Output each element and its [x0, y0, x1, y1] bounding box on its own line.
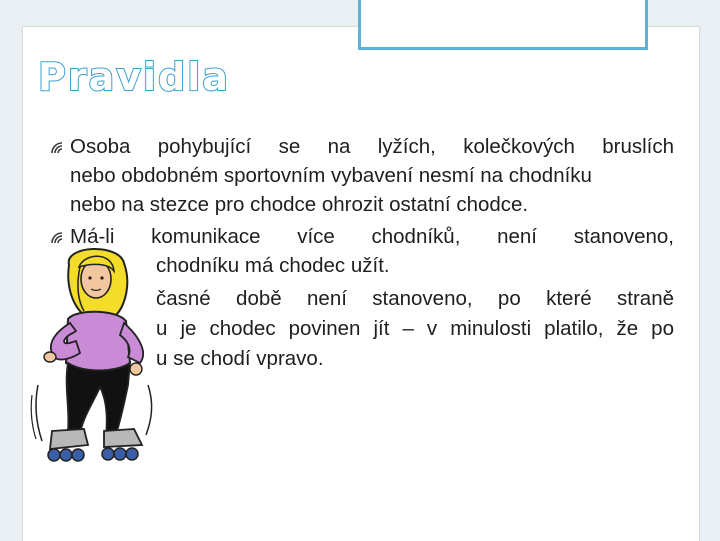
- bullet-1-line-2: nebo obdobném sportovním vybavení nesmí na chodníku: [70, 164, 592, 187]
- bullet-2-line-5: u se chodí vpravo.: [156, 347, 324, 370]
- bullet-2-line-3: časné době není stanoveno, po které straně: [156, 287, 674, 310]
- bullet-2-line-2: chodníku má chodec užít.: [156, 254, 390, 277]
- wifi-bullet-icon: [50, 141, 64, 155]
- slide-title: Pravidla: [38, 55, 230, 99]
- wifi-bullet-icon: [50, 231, 64, 245]
- bullet-1-line-1: Osoba pohybující se na lyžích, kolečkových bruslích: [70, 135, 674, 158]
- bullet-2-line-1: Má-li komunikace více chodníků, není stanoveno,: [70, 225, 674, 248]
- bullet-1-line-3: nebo na stezce pro chodce ohrozit ostatní chodce.: [70, 193, 529, 216]
- bullet-2-line-4: u je chodec povinen jít – v minulosti platilo, že po: [156, 317, 674, 340]
- roller-skater-illustration: [24, 245, 158, 467]
